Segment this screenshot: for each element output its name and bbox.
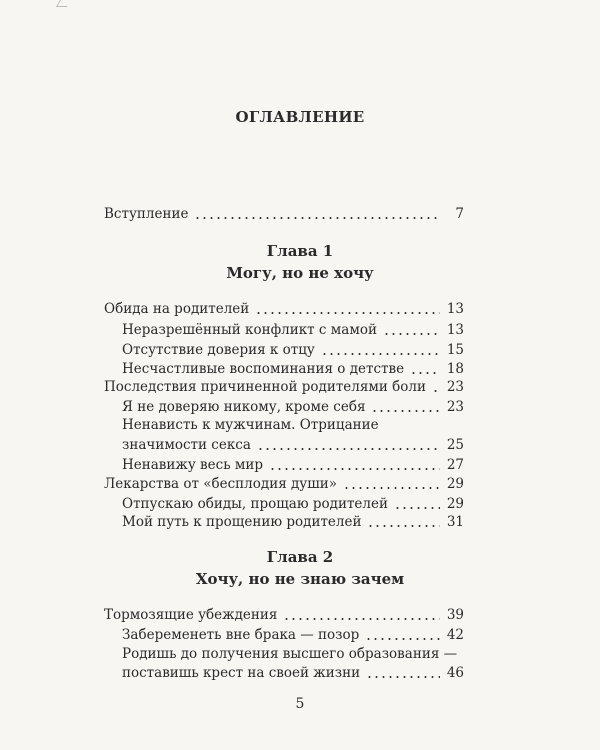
entry-text: Мой путь к прощению родителей (122, 514, 362, 530)
toc-subentry (122, 340, 464, 360)
toc-subentry (122, 359, 464, 379)
entry-page: 7 (455, 206, 464, 222)
page-number: 5 (295, 696, 305, 712)
entry-text-line1: Ненависть к мужчинам. Отрицание (122, 417, 379, 433)
leader-dots (367, 525, 440, 527)
entry-page: 13 (446, 322, 464, 338)
entry-text-line2: поставишь крест на своей жизни (122, 665, 361, 681)
leader-dots (283, 618, 440, 620)
toc-entry (104, 474, 464, 494)
entry-text: Забеременеть вне брака — позор (122, 627, 360, 643)
leader-dots (394, 507, 440, 509)
entry-page: 42 (446, 627, 464, 643)
chapter-2-name: Хочу, но не знаю зачем (195, 570, 405, 588)
entry-text: Неразрешённый конфликт с мамой (122, 322, 377, 338)
toc-entry (104, 377, 464, 397)
chapter-2-number: Глава 2 (266, 548, 334, 566)
entry-page: 31 (446, 514, 464, 530)
leader-dots (255, 312, 440, 314)
entry-page: 25 (446, 437, 464, 453)
entry-text: Отсутствие доверия к отцу (122, 342, 315, 358)
entry-page: 29 (446, 496, 464, 512)
entry-page: 46 (446, 665, 464, 681)
chapter-1-name: Могу, но не хочу (226, 264, 374, 282)
entry-text: Тормозящие убеждения (104, 607, 278, 623)
scan-corner-mark (56, 0, 71, 7)
toc-subentry (122, 455, 464, 475)
entry-page: 27 (446, 457, 464, 473)
toc-subentry (122, 435, 464, 455)
toc-subentry (122, 625, 464, 645)
entry-text-line2: значимости секса (122, 437, 251, 453)
entry-text: Несчастливые воспоминания о детстве (122, 361, 405, 377)
leader-dots (383, 333, 440, 335)
entry-page: 39 (446, 607, 464, 623)
entry-text: Вступление (104, 206, 189, 222)
entry-text: Обида на родителей (104, 301, 250, 317)
entry-text: Я не доверяю никому, кроме себя (122, 399, 366, 415)
entry-page: 23 (446, 399, 464, 415)
leader-dots (321, 353, 440, 355)
entry-page: 13 (446, 301, 464, 317)
toc-subentry (122, 494, 464, 514)
toc-subentry (122, 663, 464, 683)
entry-text: Отпускаю обиды, прощаю родителей (122, 496, 388, 512)
toc-entry-intro (104, 204, 464, 224)
chapter-1-number: Глава 1 (266, 242, 334, 260)
toc-entry (104, 605, 464, 625)
toc-subentry (122, 397, 464, 417)
entry-page: 15 (446, 342, 464, 358)
toc-entry (104, 299, 464, 319)
entry-page: 18 (446, 361, 464, 377)
toc-title: ОГЛАВЛЕНИЕ (235, 108, 365, 126)
leader-dots (432, 390, 440, 392)
entry-text: Лекарства от «бесплодия души» (104, 476, 338, 492)
leader-dots (257, 448, 440, 450)
leader-dots (371, 410, 440, 412)
toc-subentry (122, 512, 464, 532)
toc-subentry (122, 320, 464, 340)
leader-dots (343, 487, 440, 489)
entry-page: 23 (446, 379, 464, 395)
leader-dots (366, 676, 440, 678)
entry-text: Ненавижу весь мир (122, 457, 263, 473)
entry-text: Последствия причиненной родителями боли (104, 379, 426, 395)
entry-page: 29 (446, 476, 464, 492)
leader-dots (365, 638, 440, 640)
leader-dots (410, 372, 440, 374)
entry-text-line1: Родишь до получения высшего образования — (122, 646, 458, 662)
leader-dots (269, 468, 440, 470)
leader-dots (194, 217, 440, 219)
